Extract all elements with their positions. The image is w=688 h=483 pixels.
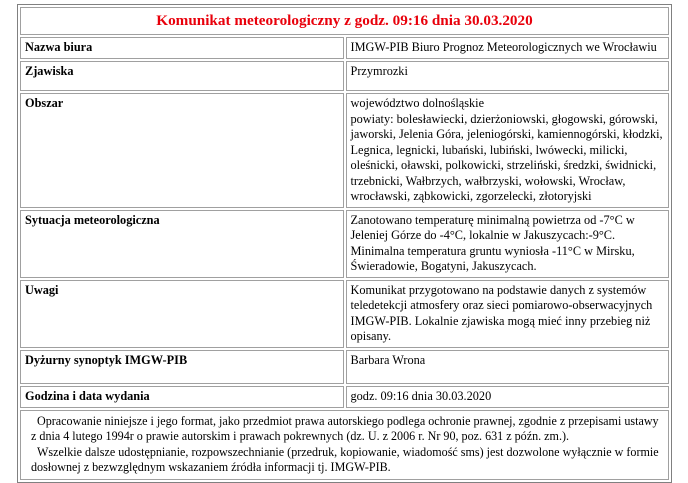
row-remarks (20, 280, 669, 348)
document-title: Komunikat meteorologiczny z godz. 09:16 dnia 30.03.2020 (20, 7, 669, 35)
remarks-label: Uwagi (20, 280, 344, 348)
row-forecaster (20, 350, 669, 384)
row-meteo-situation (20, 210, 669, 278)
issue-time-label: Godzina i data wydania (20, 386, 344, 408)
distribution-paragraph: Wszelkie dalsze udostępnianie, rozpowszechnianie (przedruk, kopiowanie, wiadomość sms) jest dozwolone wyłącznie w formie dosłownej z bezwzględnym wskazaniem źródła informacji tj. IMGW-PIB. (31, 444, 659, 474)
forecaster-label: Dyżurny synoptyk IMGW-PIB (20, 350, 344, 384)
office-label: Nazwa biura (20, 37, 344, 59)
area-value (346, 93, 670, 208)
phenomena-label: Zjawiska (20, 61, 344, 91)
issue-time-value: godz. 09:16 dnia 30.03.2020 (346, 386, 670, 408)
row-area (20, 93, 669, 208)
area-counties: powiaty: bolesławiecki, dzierżoniowski, głogowski, górowski, jaworski, Jelenia Góra, jeleniogórski, kamiennogórski, kłodzki, Legnica, legnicki, lubański, lubiński, lwówecki, milicki, oleśnicki, oławski, polkowicki, strzeliński, średzki, świdnicki, trzebnicki, Wałbrzych, wałbrzyski, wołowski, Wrocław, wrocławski, ząbkowicki, zgorzelecki, złotoryjski (350, 111, 663, 203)
meteo-situation-value: Zanotowano temperaturę minimalną powietrza od -7°C w Jeleniej Górze do -4°C, lokalnie w Jakuszycach:-9°C. Minimalna temperatura gruntu wyniosła -11°C w Mirsku, Świeradowie, Bogatyni, Jakuszycach. (346, 210, 670, 278)
phenomena-value: Przymrozki (346, 61, 670, 91)
meteo-situation-label: Sytuacja meteorologiczna (20, 210, 344, 278)
row-issue-time (20, 386, 669, 408)
warning-document (17, 4, 672, 483)
copyright-paragraph: Opracowanie niniejsze i jego format, jako przedmiot prawa autorskiego podlega ochronie prawnej, zgodnie z przepisami ustawy z dnia 4 lutego 1994r o prawie autorskim i prawach pokrewnych (dz. U. z 2006 r. Nr 90, poz. 631 z późn. zm.). (31, 413, 659, 443)
forecaster-value: Barbara Wrona (346, 350, 670, 384)
office-value: IMGW-PIB Biuro Prognoz Meteorologicznych we Wrocławiu (346, 37, 670, 59)
row-office (20, 37, 669, 59)
title-row (20, 7, 669, 35)
warning-table (17, 4, 672, 483)
remarks-value: Komunikat przygotowano na podstawie danych z systemów teledetekcji atmosfery oraz sieci pomiarowo-obserwacyjnych IMGW-PIB. Lokalnie zjawiska mogą mieć inny przebieg niż opisany. (346, 280, 670, 348)
area-voivodeship: województwo dolnośląskie (350, 96, 485, 110)
area-label: Obszar (20, 93, 344, 208)
row-phenomena (20, 61, 669, 91)
